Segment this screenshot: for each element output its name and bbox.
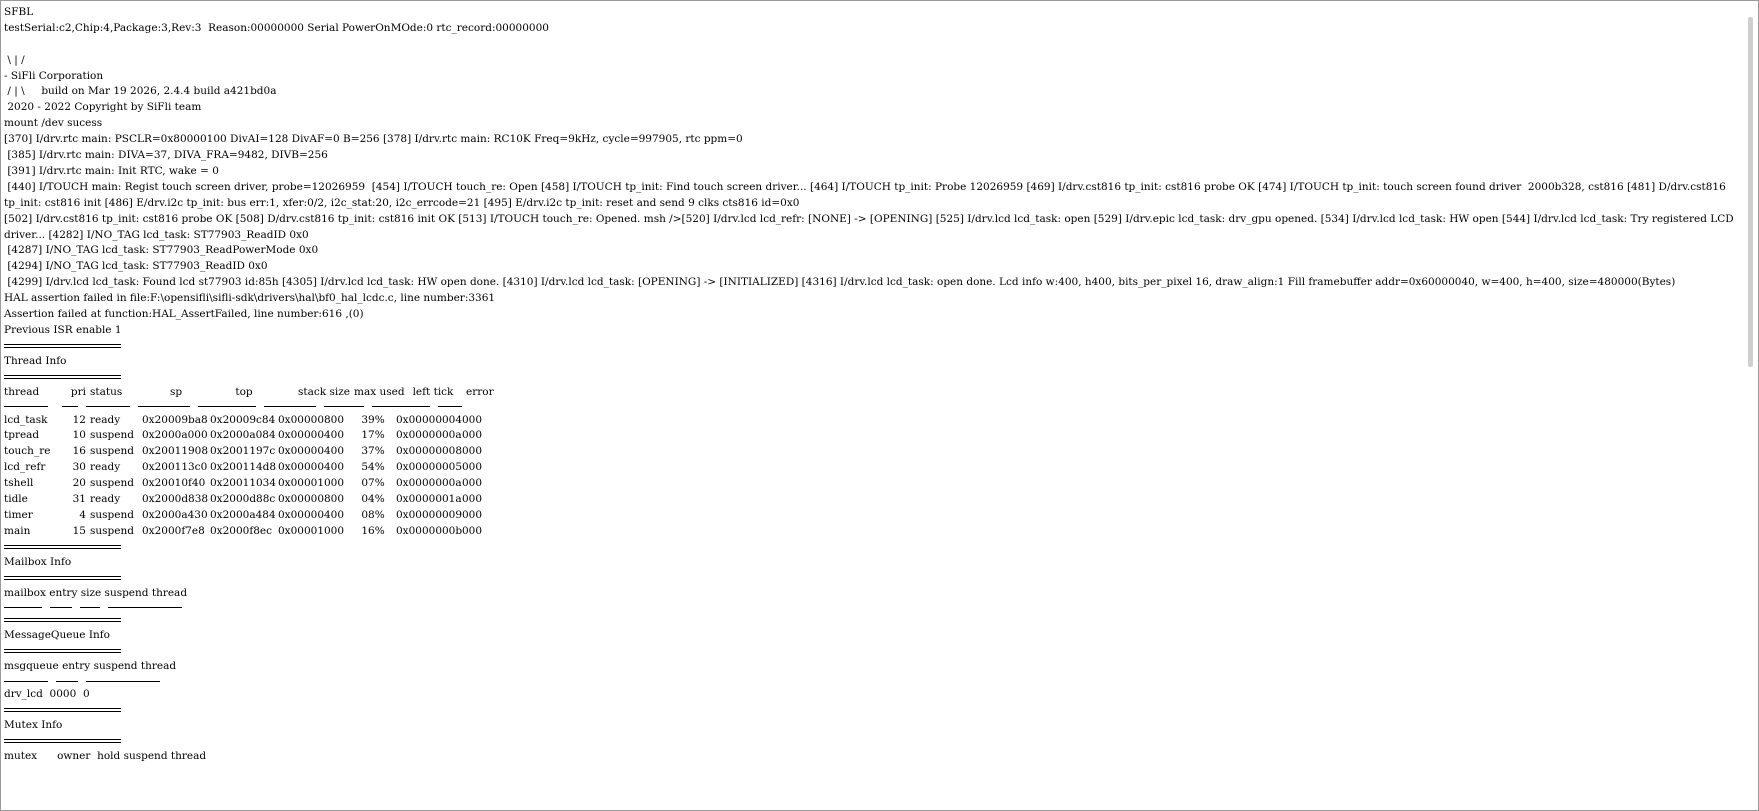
table-row (4, 492, 1746, 508)
thread-name: touch_re (4, 445, 51, 458)
thread-name: timer (4, 508, 33, 521)
log-line: Previous ISR enable 1 (4, 323, 122, 336)
thread-max-used: 37% (361, 445, 385, 458)
thread-left-tick: 0x0000000a (396, 429, 462, 442)
thread-status: suspend (90, 477, 134, 490)
table-row (4, 508, 1746, 524)
table-row (4, 460, 1746, 476)
column-underline (56, 681, 78, 682)
thread-status: ready (90, 461, 121, 474)
column-underline (198, 406, 256, 407)
msgqueue-table-header: msgqueue entry suspend thread (4, 660, 177, 673)
log-line: [502] I/drv.cst816 tp_init: cst816 probe OK [508] D/drv.cst816 tp_init: cst816 init OK [513] I/TOUCH touch_re: Opened. msh />[520] I/drv.lcd lcd_refr: [NONE] -> [OPENING] [525] I/drv.lcd lcd_task: open [529] I/drv.epic lcd_task: drv_gpu opened. [534] I/drv.lcd lcd_task: HW open [544] I/drv.lcd lcd_task: Try registered LCD driver... [4282] I/NO_TAG lcd_task: ST77903_ReadID 0x0 (4, 212, 1738, 241)
thread-pri: 4 (79, 508, 86, 521)
thread-stack-size: 0x00000400 (278, 429, 345, 442)
thread-status: ready (90, 493, 121, 506)
thread-stack-size: 0x00000800 (278, 413, 345, 426)
thread-error: 000 (462, 413, 483, 426)
column-underline (264, 406, 316, 407)
thread-error: 000 (462, 461, 483, 474)
vertical-scrollbar[interactable] (1744, 1, 1758, 810)
section-divider (4, 738, 121, 745)
table-row (4, 428, 1746, 444)
thread-top: 0x2000a084 (210, 429, 276, 442)
section-divider (4, 648, 121, 655)
thread-status: suspend (90, 445, 134, 458)
table-row (4, 413, 1746, 429)
thread-info-title: Thread Info (4, 354, 67, 367)
thread-sp: 0x2000a430 (142, 508, 208, 521)
thread-error: 000 (462, 445, 483, 458)
console-output[interactable] (1, 1, 1746, 810)
thread-stack-size: 0x00000800 (278, 493, 345, 506)
thread-status: suspend (90, 524, 134, 537)
thread-max-used: 08% (361, 508, 385, 521)
thread-pri: 30 (72, 461, 86, 474)
column-underline (372, 406, 430, 407)
thread-name: main (4, 524, 31, 537)
thread-stack-size: 0x00001000 (278, 524, 345, 537)
thread-status: suspend (90, 429, 134, 442)
column-header: left tick (412, 385, 454, 398)
thread-max-used: 17% (361, 429, 385, 442)
thread-error: 000 (462, 524, 483, 537)
thread-pri: 31 (72, 493, 86, 506)
log-line: [4294] I/NO_TAG lcd_task: ST77903_ReadID 0x0 (4, 260, 268, 273)
thread-name: tidle (4, 493, 28, 506)
section-divider (4, 707, 121, 714)
thread-pri: 15 (72, 524, 86, 537)
column-header: status (90, 385, 123, 398)
log-line: [391] I/drv.rtc main: Init RTC, wake = 0 (4, 164, 219, 177)
section-divider (4, 374, 121, 381)
mailbox-table-header: mailbox entry size suspend thread (4, 586, 188, 599)
msgqueue-row: drv_lcd 0000 0 (4, 688, 90, 701)
boot-log-wrapped (4, 180, 1746, 339)
thread-max-used: 39% (361, 413, 385, 426)
section-divider (4, 617, 121, 624)
log-line: [4287] I/NO_TAG lcd_task: ST77903_ReadPowerMode 0x0 (4, 244, 319, 257)
msgqueue-info-title: MessageQueue Info (4, 629, 110, 642)
thread-left-tick: 0x00000004 (396, 413, 463, 426)
table-row (4, 524, 1746, 540)
thread-left-tick: 0x00000008 (396, 445, 463, 458)
log-line: [370] I/drv.rtc main: PSCLR=0x80000100 DivAI=128 DivAF=0 B=256 [378] I/drv.rtc main: RC10K Freq=9kHz, cycle=997905, rtc ppm=0 (4, 133, 743, 146)
thread-sp: 0x200113c0 (142, 461, 208, 474)
thread-top: 0x200114d8 (210, 461, 277, 474)
thread-max-used: 04% (361, 493, 385, 506)
log-line: mount /dev sucess (4, 117, 103, 130)
log-line: \ | / (4, 53, 25, 66)
column-underline (138, 406, 190, 407)
thread-left-tick: 0x00000005 (396, 461, 463, 474)
log-line: [440] I/TOUCH main: Regist touch screen driver, probe=12026959 [454] I/TOUCH touch_re: Open [458] I/TOUCH tp_init: Find touch screen driver... [464] I/TOUCH tp_init: Probe 12026959 [469] I/drv.cst816 tp_init: cst816 probe OK [474] I/TOUCH tp_init: touch screen found driver 2000b328, cst816 [481] D/drv.cst816 tp_init: cst816 init [486] E/drv.i2c tp_init: bus err:1, xfer:0/2, i2c_stat:20, i2c_errcode=21 [495] E/drv.i2c tp_init: reset and send 9 clks cts816 id=0x0 (4, 180, 1730, 209)
thread-max-used: 16% (361, 524, 385, 537)
column-header: thread (4, 385, 40, 398)
thread-stack-size: 0x00000400 (278, 508, 345, 521)
log-line: SFBL (4, 6, 34, 18)
log-line: 2020 - 2022 Copyright by SiFli team (4, 101, 202, 114)
column-underline (438, 406, 462, 407)
column-header: sp (169, 385, 183, 398)
mailbox-info-title: Mailbox Info (4, 555, 72, 568)
thread-status: ready (90, 413, 121, 426)
thread-status: suspend (90, 508, 134, 521)
table-row (4, 444, 1746, 460)
thread-sp: 0x20011908 (142, 445, 209, 458)
column-header: stack size (298, 385, 350, 398)
thread-top: 0x2000a484 (210, 508, 276, 521)
section-divider (4, 544, 121, 551)
thread-sp: 0x2000a000 (142, 429, 208, 442)
column-underline (324, 406, 364, 407)
log-line: / | \ build on Mar 19 2026, 2.4.4 build a421bd0a (4, 85, 277, 98)
thread-max-used: 07% (361, 477, 385, 490)
thread-pri: 20 (72, 477, 86, 490)
thread-top: 0x2000f8ec (210, 524, 272, 537)
thread-name: tshell (4, 477, 34, 490)
thread-left-tick: 0x00000009 (396, 508, 463, 521)
thread-left-tick: 0x0000000a (396, 477, 462, 490)
log-line (4, 37, 1746, 53)
thread-left-tick: 0x0000000b (396, 524, 463, 537)
column-underline (62, 406, 78, 407)
thread-name: lcd_task (4, 413, 48, 426)
column-underline (80, 607, 100, 608)
thread-pri: 12 (72, 413, 86, 426)
thread-pri: 10 (72, 429, 86, 442)
section-divider (4, 575, 121, 582)
thread-table-underline (4, 401, 1746, 413)
mutex-info-title: Mutex Info (4, 719, 63, 732)
thread-error: 000 (462, 477, 483, 490)
column-underline (86, 681, 160, 682)
thread-stack-size: 0x00001000 (278, 477, 345, 490)
thread-name: lcd_refr (4, 461, 46, 474)
mutex-table-header: mutex owner hold suspend thread (4, 750, 207, 763)
thread-left-tick: 0x0000001a (396, 493, 462, 506)
thread-sp: 0x20010f40 (142, 477, 206, 490)
thread-max-used: 54% (361, 461, 385, 474)
log-line: [4299] I/drv.lcd lcd_task: Found lcd st77903 id:85h [4305] I/drv.lcd lcd_task: HW open done. [4310] I/drv.lcd lcd_task: [OPENING] -> [INITIALIZED] [4316] I/drv.lcd lcd_task: open done. Lcd info w:400, h400, bits_per_pixel 16, draw_align:1 Fill framebuffer addr=0x60000040, w=400, h=400, size=480000(Bytes) (4, 276, 1676, 289)
column-underline (4, 406, 48, 407)
thread-top: 0x2001197c (210, 445, 276, 458)
column-header: top (235, 385, 253, 398)
thread-error: 000 (462, 429, 483, 442)
column-header: max used (354, 385, 405, 398)
thread-table-body (4, 413, 1746, 540)
column-underline (86, 406, 130, 407)
column-header: pri (70, 385, 86, 398)
thread-top: 0x20011034 (210, 477, 277, 490)
thread-pri: 16 (72, 445, 86, 458)
column-header: error (466, 385, 494, 398)
table-row (4, 476, 1746, 492)
section-divider (4, 343, 121, 350)
scrollbar-thumb[interactable] (1748, 17, 1753, 367)
thread-top: 0x20009c84 (210, 413, 276, 426)
column-underline (108, 607, 182, 608)
column-underline (50, 607, 72, 608)
thread-error: 000 (462, 493, 483, 506)
thread-top: 0x2000d88c (210, 493, 276, 506)
msgqueue-table-underline (4, 675, 1746, 687)
thread-stack-size: 0x00000400 (278, 461, 345, 474)
thread-sp: 0x2000d838 (142, 493, 209, 506)
thread-sp: 0x2000f7e8 (142, 524, 205, 537)
thread-error: 000 (462, 508, 483, 521)
column-underline (4, 681, 48, 682)
log-line: [385] I/drv.rtc main: DIVA=37, DIVA_FRA=9482, DIVB=256 (4, 149, 328, 162)
log-line: testSerial:c2,Chip:4,Package:3,Rev:3 Reason:00000000 Serial PowerOnMOde:0 rtc_record:00000000 (4, 21, 549, 34)
column-underline (4, 607, 42, 608)
thread-sp: 0x20009ba8 (142, 413, 208, 426)
log-line: HAL assertion failed in file:F:\opensifli\sifli-sdk\drivers\hal\bf0_hal_lcdc.c, line number:3361 (4, 292, 496, 305)
mailbox-table-underline (4, 601, 1746, 613)
boot-log-top (4, 5, 1746, 180)
log-line: Assertion failed at function:HAL_AssertFailed, line number:616 ,(0) (4, 308, 364, 320)
thread-name: tpread (4, 429, 40, 442)
thread-table-header (4, 385, 1746, 401)
thread-stack-size: 0x00000400 (278, 445, 345, 458)
log-line: - SiFli Corporation (4, 69, 104, 82)
